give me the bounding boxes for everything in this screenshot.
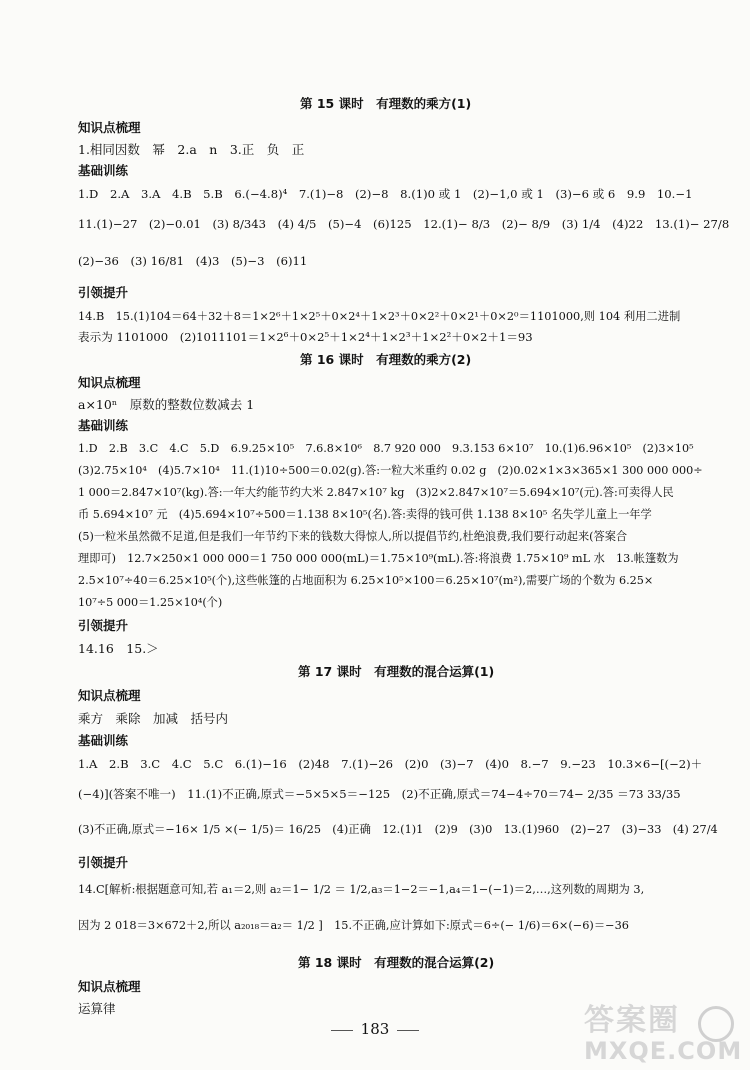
section-16-line-2: (3)2.75×10⁴ (4)5.7×10⁴ 11.(1)10÷500＝0.02(g).答:一粒大米重约 0.02 g (2)0.02×1×3×365×1 300 000 000÷ — [78, 464, 703, 477]
section-15-knowledge-heading: 知识点梳理 — [78, 120, 141, 135]
section-16-line-8: 10⁷÷5 000＝1.25×10⁴(个) — [78, 596, 223, 609]
section-15-knowledge-text: 1.相同因数 幂 2.a n 3.正 负 正 — [78, 142, 305, 157]
section-17-title: 第 17 课时 有理数的混合运算(1) — [298, 664, 495, 679]
section-16-title: 第 16 课时 有理数的乘方(2) — [300, 352, 472, 367]
section-17-basic-line-3: (3)不正确,原式＝−16× 1/5 ×(− 1/5)＝ 16/25 (4)正确 12.(1)1 (2)9 (3)0 13.(1)960 (2)−27 (3)−33 (4) 27/4 — [78, 823, 718, 836]
section-17-advance-heading: 引领提升 — [78, 855, 129, 870]
section-17-knowledge-text: 乘方 乘除 加减 括号内 — [78, 711, 229, 726]
section-16-knowledge-heading: 知识点梳理 — [78, 375, 141, 390]
section-16-advance-heading: 引领提升 — [78, 618, 129, 633]
section-16-line-5: (5)一粒米虽然微不足道,但是我们一年节约下来的钱数大得惊人,所以提倡节约,杜绝浪费,我们要行动起来(答案合 — [78, 530, 628, 543]
section-15-title: 第 15 课时 有理数的乘方(1) — [300, 96, 472, 111]
section-17-advance-line-2: 因为 2 018＝3×672＋2,所以 a₂₀₁₈＝a₂＝ 1/2 ] 15.不正确,应计算如下:原式＝6÷(− 1/6)＝6×(−6)＝−36 — [78, 919, 629, 932]
watermark-top-text: 答案圈 — [584, 1003, 680, 1038]
section-16-line-1: 1.D 2.B 3.C 4.C 5.D 6.9.25×10⁵ 7.6.8×10⁶ 8.7 920 000 9.3.153 6×10⁷ 10.(1)6.96×10⁵ (2)3×10⁵ — [78, 442, 694, 455]
section-15-basic-line-1: 1.D 2.A 3.A 4.B 5.B 6.(−4.8)⁴ 7.(1)−8 (2)−8 8.(1)0 或 1 (2)−1,0 或 1 (3)−6 或 6 9.9 10.−1 — [78, 187, 693, 201]
page-number-value: 183 — [360, 1020, 390, 1038]
section-17-basic-heading: 基础训练 — [78, 733, 129, 748]
watermark-badge-icon — [698, 1006, 734, 1042]
section-15-advance-heading: 引领提升 — [78, 285, 129, 300]
section-17-basic-line-2: (−4)](答案不唯一) 11.(1)不正确,原式＝−5×5×5＝−125 (2)不正确,原式＝74−4÷70＝74− 2/35 ＝73 33/35 — [78, 787, 681, 801]
section-17-knowledge-heading: 知识点梳理 — [78, 688, 141, 703]
section-15-advance-line-1: 14.B 15.(1)104＝64＋32＋8＝1×2⁶＋1×2⁵＋0×2⁴＋1×2³＋0×2²＋0×2¹＋0×2⁰＝1101000,则 104 利用二进制 — [78, 310, 681, 323]
section-16-advance-text: 14.16 15.＞ — [78, 641, 159, 656]
section-16-line-4: 币 5.694×10⁷ 元 (4)5.694×10⁷÷500＝1.138 8×10⁵(名).答:卖得的钱可供 1.138 8×10⁵ 名失学儿童上一年学 — [78, 508, 652, 521]
watermark-bottom-text: MXQE.COM — [584, 1037, 743, 1065]
section-18-knowledge-text: 运算律 — [78, 1001, 116, 1016]
section-17-basic-line-1: 1.A 2.B 3.C 4.C 5.C 6.(1)−16 (2)48 7.(1)−26 (2)0 (3)−7 (4)0 8.−7 9.−23 10.3×6−[(−2)＋ — [78, 757, 703, 771]
section-18-title: 第 18 课时 有理数的混合运算(2) — [298, 955, 495, 970]
section-15-basic-line-2: 11.(1)−27 (2)−0.01 (3) 8/343 (4) 4/5 (5)−4 (6)125 12.(1)− 8/3 (2)− 8/9 (3) 1/4 (4)22 13.(1)− 27/8 — [78, 217, 730, 231]
watermark-logo — [584, 1004, 744, 1068]
section-15-advance-line-2: 表示为 1101000 (2)1011101＝1×2⁶＋0×2⁵＋1×2⁴＋1×2³＋1×2²＋0×2＋1＝93 — [78, 330, 533, 344]
section-17-advance-line-1: 14.C[解析:根据题意可知,若 a₁＝2,则 a₂＝1− 1/2 ＝ 1/2,a₃＝1−2＝−1,a₄＝1−(−1)＝2,…,这列数的周期为 3, — [78, 883, 645, 896]
section-18-knowledge-heading: 知识点梳理 — [78, 979, 141, 994]
section-16-line-6: 理即可) 12.7×250×1 000 000＝1 750 000 000(mL)＝1.75×10⁹(mL).答:将浪费 1.75×10⁹ mL 水 13.帐篷数为 — [78, 552, 679, 565]
section-16-knowledge-text: a×10ⁿ 原数的整数位数减去 1 — [78, 397, 255, 412]
page-number-dash-right — [397, 1030, 419, 1031]
section-16-basic-heading: 基础训练 — [78, 418, 129, 433]
section-15-basic-line-3: (2)−36 (3) 16/81 (4)3 (5)−3 (6)11 — [78, 254, 308, 268]
section-16-line-3: 1 000＝2.847×10⁷(kg).答:一年大约能节约大米 2.847×10⁷ kg (3)2×2.847×10⁷＝5.694×10⁷(元).答:可卖得人民 — [78, 486, 674, 499]
section-15-basic-heading: 基础训练 — [78, 163, 129, 178]
section-16-line-7: 2.5×10⁷÷40＝6.25×10⁵(个),这些帐篷的占地面积为 6.25×10⁵×100＝6.25×10⁷(m²),需要广场的个数为 6.25× — [78, 574, 654, 587]
page-number-dash-left — [331, 1030, 353, 1031]
